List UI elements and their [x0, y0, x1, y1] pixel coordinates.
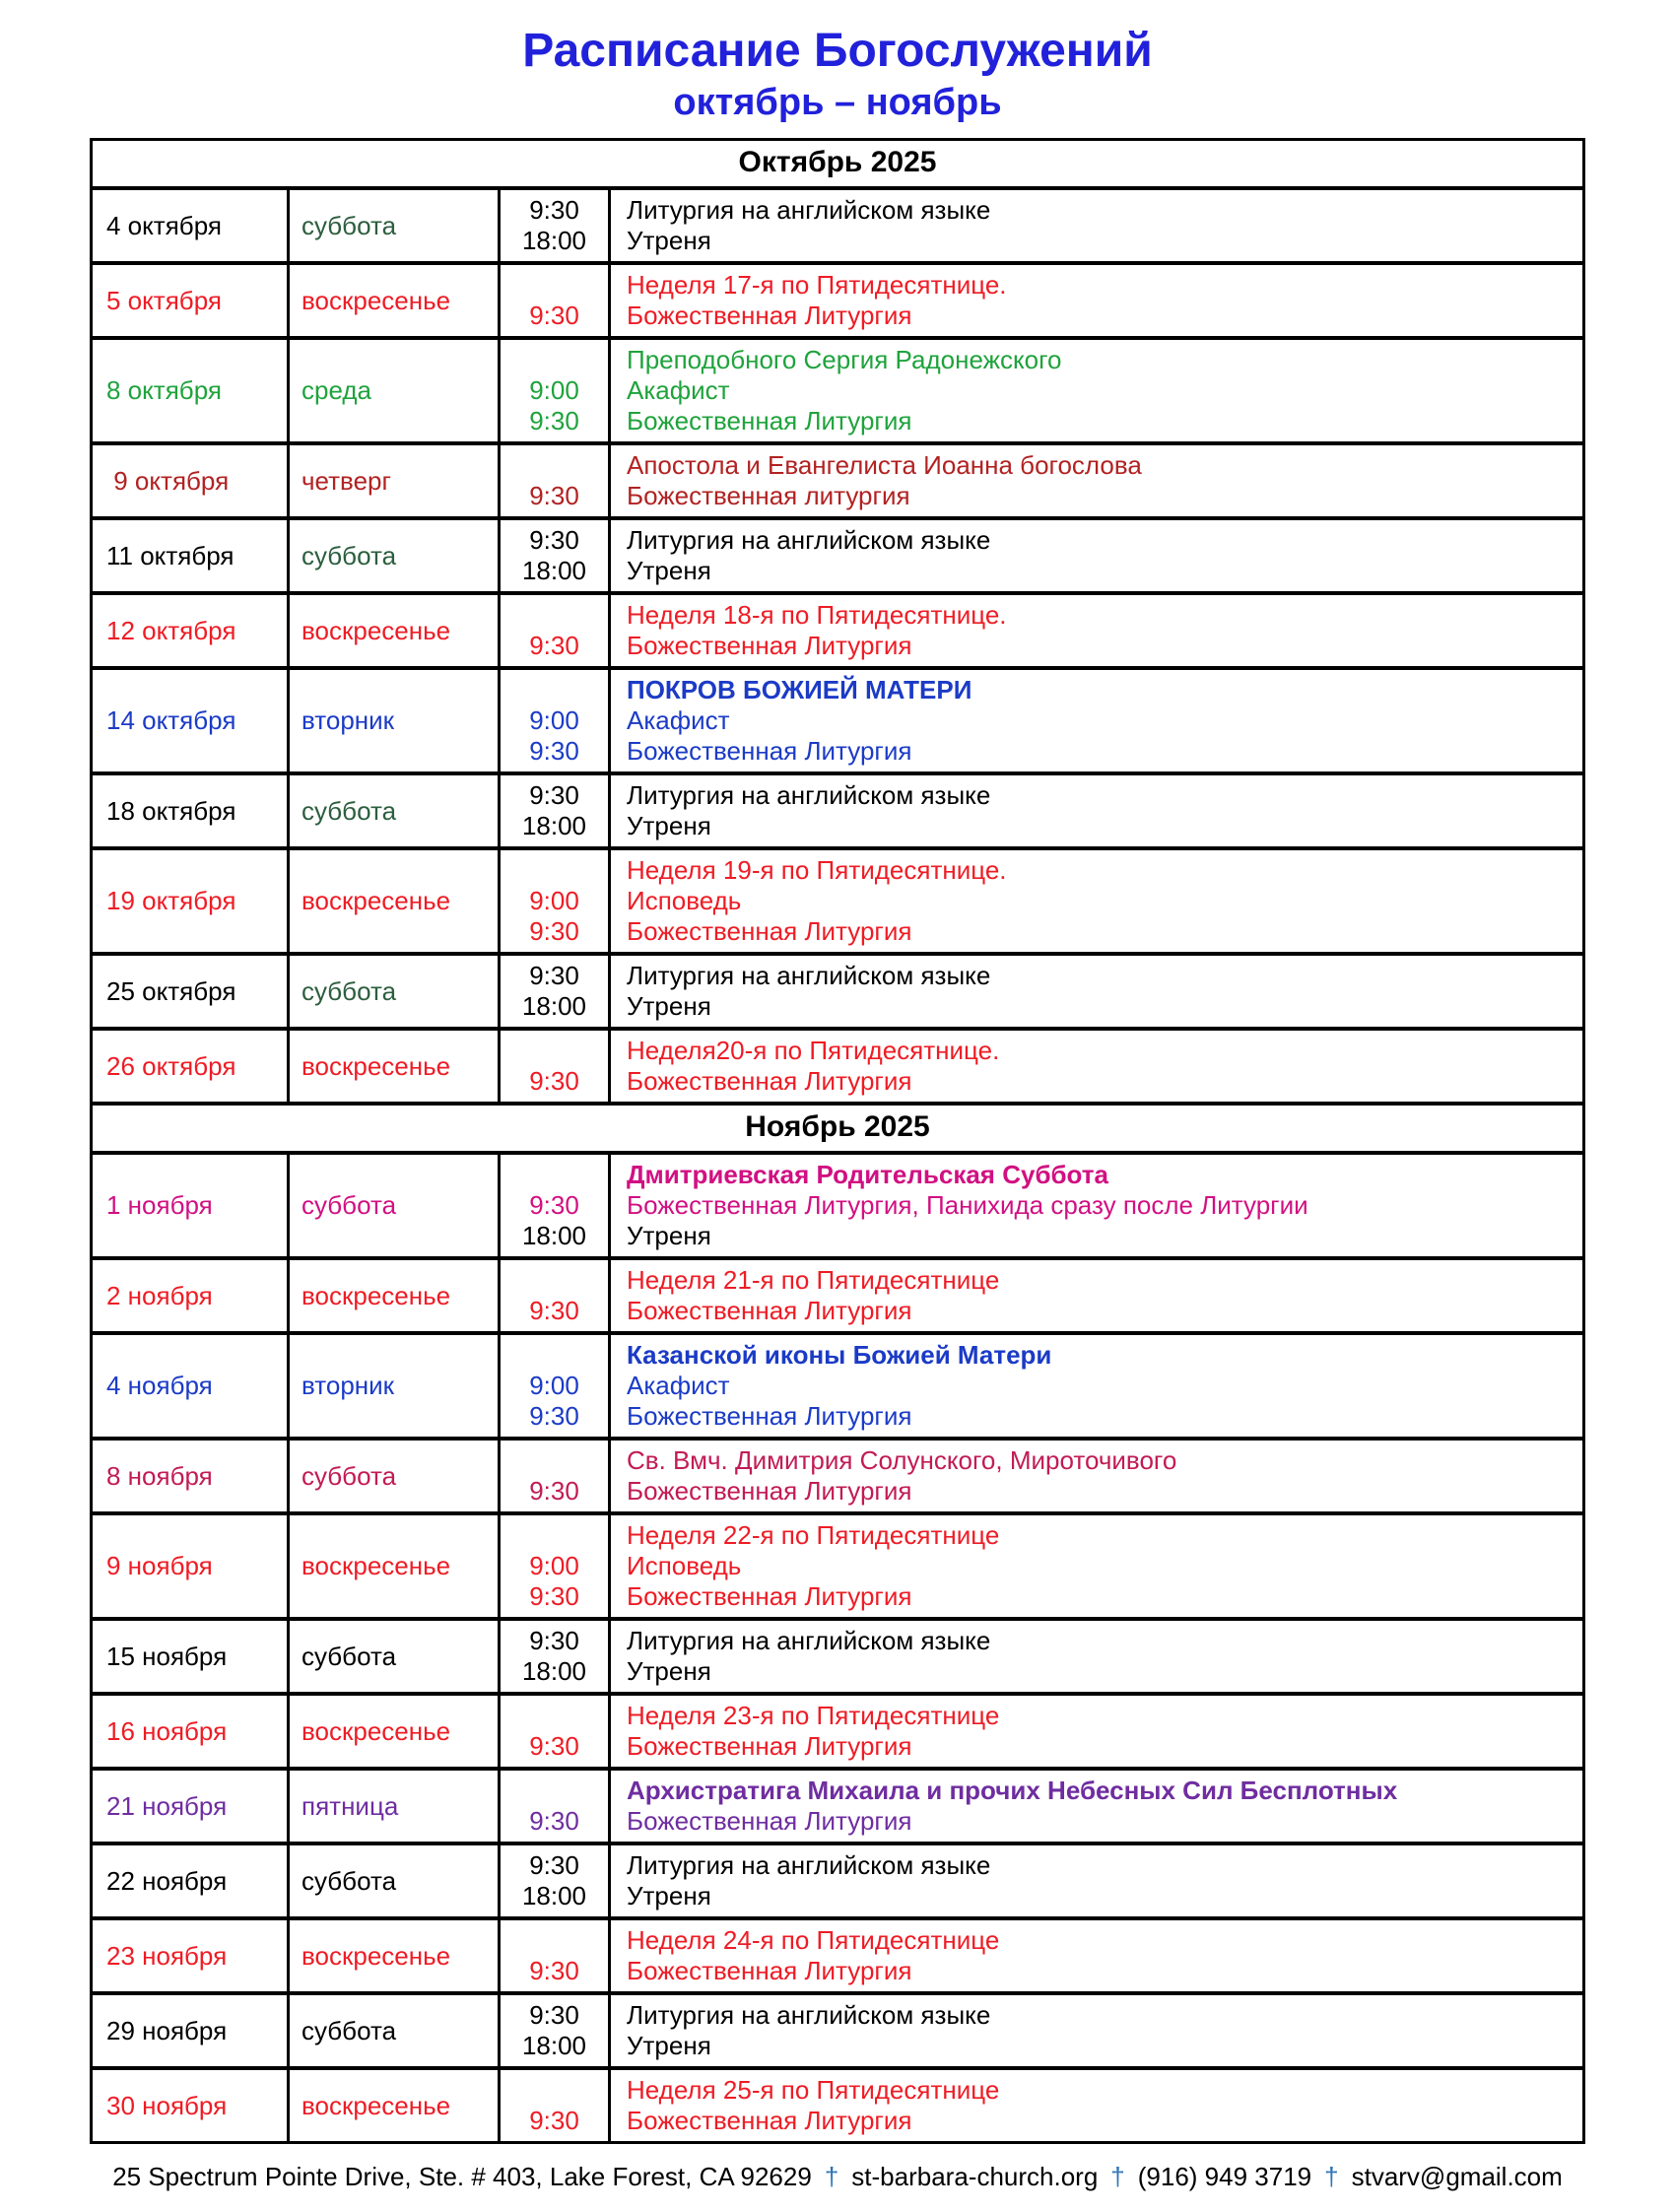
- time-value: 9:30: [529, 301, 579, 330]
- date-text: 25 октября: [106, 975, 236, 1006]
- date-text: 18 октября: [106, 795, 236, 826]
- time-value: 9:00: [529, 375, 579, 405]
- date-cell: [93, 520, 290, 591]
- date-text: 15 ноября: [106, 1641, 228, 1671]
- time-value: 9:00: [529, 705, 579, 735]
- day-cell: [290, 340, 501, 441]
- service-cell: [611, 1031, 1582, 1102]
- date-cell: [93, 2070, 290, 2141]
- service-line: Литургия на английском языке: [627, 195, 991, 225]
- service-line: Архистратига Михаила и прочих Небесных Сил Бесплотных: [627, 1776, 1398, 1805]
- day-cell: [290, 445, 501, 516]
- day-text: суббота: [302, 210, 397, 240]
- day-text: четверг: [302, 465, 391, 496]
- time-value: 9:30: [529, 195, 579, 225]
- time-cell: [501, 670, 611, 771]
- service-cell: [611, 520, 1582, 591]
- schedule-row: [93, 1027, 1582, 1102]
- day-text: суббота: [302, 1460, 397, 1491]
- day-cell: [290, 1771, 501, 1842]
- schedule-row: [93, 952, 1582, 1027]
- service-cell: [611, 1260, 1582, 1331]
- day-text: суббота: [302, 1190, 397, 1220]
- date-text: 26 октября: [106, 1050, 236, 1081]
- service-cell: [611, 850, 1582, 952]
- time-value: 9:30: [529, 2000, 579, 2030]
- time-value: 9:00: [529, 886, 579, 915]
- time-value: 9:00: [529, 1551, 579, 1580]
- service-line: Неделя 18-я по Пятидесятнице.: [627, 600, 1007, 630]
- date-text: 22 ноября: [106, 1865, 228, 1896]
- schedule-row: [93, 2066, 1582, 2141]
- time-value: 9:30: [529, 406, 579, 436]
- service-cell: [611, 340, 1582, 441]
- schedule-row: [93, 1617, 1582, 1692]
- service-line: Неделя20-я по Пятидесятнице.: [627, 1036, 1000, 1065]
- date-text: 12 октября: [106, 615, 236, 645]
- schedule-row: [93, 261, 1582, 336]
- time-cell: [501, 190, 611, 261]
- date-text: 14 октября: [106, 705, 236, 735]
- service-line: Исповедь: [627, 1551, 742, 1580]
- service-line: Дмитриевская Родительская Суббота: [627, 1160, 1108, 1189]
- time-value: [501, 1520, 608, 1551]
- date-text: 9 ноября: [106, 1551, 213, 1580]
- date-text: 23 ноября: [106, 1940, 228, 1971]
- date-cell: [93, 1771, 290, 1842]
- time-value: 9:30: [529, 631, 579, 660]
- service-line: Апостола и Евангелиста Иоанна богослова: [627, 450, 1142, 480]
- time-cell: [501, 1031, 611, 1102]
- service-line: Божественная Литургия: [627, 631, 912, 660]
- time-value: 9:30: [529, 961, 579, 990]
- day-cell: [290, 1621, 501, 1692]
- time-value: [501, 1925, 608, 1956]
- day-cell: [290, 1995, 501, 2066]
- time-value: [501, 1701, 608, 1731]
- service-line: Божественная Литургия: [627, 1066, 912, 1096]
- date-cell: [93, 595, 290, 666]
- day-cell: [290, 670, 501, 771]
- date-text: 8 октября: [106, 375, 222, 405]
- time-cell: [501, 1621, 611, 1692]
- service-cell: [611, 595, 1582, 666]
- schedule-row: [93, 1511, 1582, 1617]
- time-cell: [501, 520, 611, 591]
- time-value: 9:30: [529, 1956, 579, 1985]
- day-cell: [290, 1155, 501, 1256]
- service-line: Божественная Литургия: [627, 1476, 912, 1506]
- date-cell: [93, 1621, 290, 1692]
- day-text: воскресенье: [302, 1715, 451, 1746]
- date-cell: [93, 1441, 290, 1511]
- time-cell: [501, 1441, 611, 1511]
- date-text: 29 ноября: [106, 2015, 228, 2045]
- schedule-row: [93, 1256, 1582, 1331]
- day-cell: [290, 850, 501, 952]
- time-value: [501, 855, 608, 886]
- service-line: Божественная Литургия: [627, 406, 912, 436]
- date-cell: [93, 956, 290, 1027]
- time-value: 18:00: [521, 1881, 587, 1910]
- schedule-row: [93, 1991, 1582, 2066]
- time-value: 9:30: [529, 481, 579, 510]
- service-cell: [611, 956, 1582, 1027]
- day-text: воскресенье: [302, 886, 451, 915]
- footer: [0, 2162, 1675, 2212]
- day-cell: [290, 1696, 501, 1767]
- time-value: 9:30: [529, 1296, 579, 1325]
- day-text: пятница: [302, 1790, 399, 1821]
- time-cell: [501, 1771, 611, 1842]
- time-value: 9:30: [529, 1850, 579, 1880]
- service-line: Божественная Литургия, Панихида сразу после Литургии: [627, 1190, 1308, 1220]
- date-cell: [93, 1995, 290, 2066]
- service-line: Божественная Литургия: [627, 1401, 912, 1431]
- service-line: Литургия на английском языке: [627, 961, 991, 990]
- schedule-row: [93, 846, 1582, 952]
- date-text: 4 ноября: [106, 1371, 213, 1400]
- service-line: Литургия на английском языке: [627, 1850, 991, 1880]
- date-cell: [93, 1031, 290, 1102]
- day-text: вторник: [302, 705, 395, 735]
- time-value: [501, 1160, 608, 1190]
- service-line: Утреня: [627, 1881, 711, 1910]
- time-value: 9:30: [529, 1581, 579, 1611]
- day-cell: [290, 2070, 501, 2141]
- schedule-row: [93, 1692, 1582, 1767]
- day-text: вторник: [302, 1371, 395, 1400]
- service-cell: [611, 1515, 1582, 1617]
- time-cell: [501, 1335, 611, 1437]
- address-text: 25 Spectrum Pointe Drive, Ste. # 403, Lake Forest, CA 92629: [112, 2162, 812, 2191]
- time-value: 18:00: [521, 811, 587, 840]
- time-cell: [501, 1260, 611, 1331]
- schedule-row: [93, 1767, 1582, 1842]
- time-value: 18:00: [521, 556, 587, 585]
- service-line: Утреня: [627, 1221, 711, 1250]
- day-text: суббота: [302, 540, 397, 570]
- service-line: Божественная Литургия: [627, 736, 912, 766]
- time-value: [501, 1445, 608, 1476]
- schedule-row: [93, 591, 1582, 666]
- day-text: воскресенье: [302, 1280, 451, 1310]
- time-value: 9:00: [529, 1371, 579, 1400]
- day-cell: [290, 265, 501, 336]
- day-text: суббота: [302, 975, 397, 1006]
- day-cell: [290, 190, 501, 261]
- website-text: st-barbara-church.org: [851, 2162, 1099, 2191]
- schedule-row: [93, 186, 1582, 261]
- time-cell: [501, 2070, 611, 2141]
- date-cell: [93, 1696, 290, 1767]
- date-text: 19 октября: [106, 886, 236, 915]
- service-line: Неделя 22-я по Пятидесятнице: [627, 1520, 1000, 1550]
- date-cell: [93, 775, 290, 846]
- day-cell: [290, 595, 501, 666]
- time-value: [501, 345, 608, 375]
- time-cell: [501, 265, 611, 336]
- service-line: Акафист: [627, 705, 730, 735]
- schedule-row: [93, 666, 1582, 771]
- service-cell: [611, 1441, 1582, 1511]
- date-cell: [93, 1845, 290, 1916]
- service-line: Литургия на английском языке: [627, 2000, 991, 2030]
- service-line: Акафист: [627, 375, 730, 405]
- day-text: воскресенье: [302, 1940, 451, 1971]
- day-text: воскресенье: [302, 615, 451, 645]
- date-text: 11 октября: [106, 540, 234, 570]
- day-text: воскресенье: [302, 285, 451, 315]
- service-line: Утреня: [627, 556, 711, 585]
- date-text: 8 ноября: [106, 1460, 213, 1491]
- time-cell: [501, 1920, 611, 1991]
- day-text: воскресенье: [302, 1050, 451, 1081]
- time-value: 18:00: [521, 226, 587, 255]
- service-line: Божественная Литургия: [627, 1296, 912, 1325]
- time-value: [501, 600, 608, 631]
- time-value: 18:00: [521, 991, 587, 1021]
- service-line: Божественная литургия: [627, 481, 910, 510]
- service-line: Казанской иконы Божией Матери: [627, 1340, 1052, 1370]
- time-cell: [501, 445, 611, 516]
- date-cell: [93, 445, 290, 516]
- time-value: [501, 675, 608, 705]
- page-subtitle: октябрь – ноябрь: [673, 82, 1002, 123]
- date-cell: [93, 1260, 290, 1331]
- schedule-table: [90, 138, 1585, 2144]
- date-cell: [93, 1515, 290, 1617]
- time-value: [501, 1036, 608, 1066]
- day-cell: [290, 1441, 501, 1511]
- service-cell: [611, 1621, 1582, 1692]
- service-cell: [611, 670, 1582, 771]
- date-text: 5 октября: [106, 285, 222, 315]
- service-line: Литургия на английском языке: [627, 780, 991, 810]
- day-cell: [290, 1335, 501, 1437]
- service-line: Божественная Литургия: [627, 1731, 912, 1761]
- email-text: stvarv@gmail.com: [1351, 2162, 1563, 2191]
- time-value: 9:30: [529, 1401, 579, 1431]
- time-value: [501, 1340, 608, 1371]
- date-cell: [93, 1920, 290, 1991]
- day-text: среда: [302, 375, 371, 405]
- dagger-icon: †: [1324, 2162, 1339, 2191]
- service-line: Неделя 19-я по Пятидесятнице.: [627, 855, 1007, 885]
- time-value: 9:30: [529, 1626, 579, 1655]
- day-cell: [290, 1845, 501, 1916]
- service-line: Божественная Литургия: [627, 916, 912, 946]
- schedule-row: [93, 1916, 1582, 1991]
- time-value: 9:30: [529, 736, 579, 766]
- time-value: [501, 270, 608, 301]
- day-cell: [290, 1920, 501, 1991]
- service-cell: [611, 1920, 1582, 1991]
- date-cell: [93, 850, 290, 952]
- service-line: Неделя 21-я по Пятидесятнице: [627, 1265, 1000, 1295]
- time-value: 9:30: [529, 1066, 579, 1096]
- service-line: ПОКРОВ БОЖИЕЙ МАТЕРИ: [627, 675, 972, 704]
- page-title: Расписание Богослужений: [522, 25, 1153, 77]
- time-value: 9:30: [529, 2106, 579, 2135]
- service-line: Утреня: [627, 2031, 711, 2060]
- time-value: [501, 1265, 608, 1296]
- service-line: Божественная Литургия: [627, 1956, 912, 1985]
- time-cell: [501, 1515, 611, 1617]
- schedule-row: [93, 1842, 1582, 1916]
- date-text: 4 октября: [106, 210, 222, 240]
- date-cell: [93, 265, 290, 336]
- service-cell: [611, 1995, 1582, 2066]
- service-line: Утреня: [627, 811, 711, 840]
- date-text: 21 ноября: [106, 1790, 228, 1821]
- schedule-row: [93, 441, 1582, 516]
- day-text: суббота: [302, 795, 397, 826]
- service-line: Утреня: [627, 1656, 711, 1686]
- date-cell: [93, 1335, 290, 1437]
- time-value: [501, 1776, 608, 1806]
- service-line: Исповедь: [627, 886, 742, 915]
- schedule-row: [93, 1151, 1582, 1256]
- day-text: воскресенье: [302, 1551, 451, 1580]
- service-cell: [611, 1771, 1582, 1842]
- date-cell: [93, 1155, 290, 1256]
- time-cell: [501, 775, 611, 846]
- time-value: 9:30: [529, 1190, 579, 1220]
- date-text: 16 ноября: [106, 1715, 228, 1746]
- service-line: Утреня: [627, 991, 711, 1021]
- day-cell: [290, 1515, 501, 1617]
- time-value: [501, 450, 608, 481]
- service-cell: [611, 445, 1582, 516]
- service-line: Литургия на английском языке: [627, 525, 991, 555]
- time-value: 18:00: [521, 1221, 587, 1250]
- service-cell: [611, 775, 1582, 846]
- time-cell: [501, 1696, 611, 1767]
- phone-text: (916) 949 3719: [1137, 2162, 1312, 2191]
- time-cell: [501, 1155, 611, 1256]
- date-text: 2 ноября: [106, 1280, 213, 1310]
- time-cell: [501, 340, 611, 441]
- service-line: Неделя 23-я по Пятидесятнице: [627, 1701, 1000, 1730]
- time-value: 9:30: [529, 1806, 579, 1836]
- service-line: Неделя 25-я по Пятидесятнице: [627, 2075, 1000, 2105]
- day-text: суббота: [302, 2015, 397, 2045]
- service-line: Преподобного Сергия Радонежского: [627, 345, 1062, 374]
- day-text: суббота: [302, 1865, 397, 1896]
- date-cell: [93, 670, 290, 771]
- day-cell: [290, 1031, 501, 1102]
- service-line: Св. Вмч. Димитрия Солунского, Мироточивого: [627, 1445, 1177, 1475]
- month-header: Октябрь 2025: [738, 146, 937, 178]
- service-line: Литургия на английском языке: [627, 1626, 991, 1655]
- month-header: Ноябрь 2025: [93, 1102, 1582, 1151]
- dagger-icon: †: [1110, 2162, 1125, 2191]
- day-cell: [290, 520, 501, 591]
- service-cell: [611, 1845, 1582, 1916]
- day-text: суббота: [302, 1641, 397, 1671]
- time-value: 9:30: [529, 1476, 579, 1506]
- service-cell: [611, 1155, 1582, 1256]
- date-cell: [93, 340, 290, 441]
- schedule-row: [93, 1437, 1582, 1511]
- service-line: Божественная Литургия: [627, 1581, 912, 1611]
- time-cell: [501, 1995, 611, 2066]
- service-line: Неделя 17-я по Пятидесятнице.: [627, 270, 1007, 300]
- time-cell: [501, 850, 611, 952]
- date-cell: [93, 190, 290, 261]
- day-cell: [290, 775, 501, 846]
- schedule-row: [93, 771, 1582, 846]
- service-line: Неделя 24-я по Пятидесятнице: [627, 1925, 1000, 1955]
- time-cell: [501, 595, 611, 666]
- service-cell: [611, 190, 1582, 261]
- time-value: 9:30: [529, 525, 579, 555]
- time-value: [501, 2075, 608, 2106]
- service-line: Акафист: [627, 1371, 730, 1400]
- day-cell: [290, 956, 501, 1027]
- service-line: Утреня: [627, 226, 711, 255]
- schedule-row: [93, 516, 1582, 591]
- schedule-row: [93, 1331, 1582, 1437]
- time-cell: [501, 1845, 611, 1916]
- time-value: 9:30: [529, 1731, 579, 1761]
- service-cell: [611, 1335, 1582, 1437]
- service-cell: [611, 1696, 1582, 1767]
- dagger-icon: †: [824, 2162, 839, 2191]
- service-line: Божественная Литургия: [627, 301, 912, 330]
- time-value: 9:30: [529, 780, 579, 810]
- day-cell: [290, 1260, 501, 1331]
- service-cell: [611, 265, 1582, 336]
- date-text: 9 октября: [106, 465, 230, 496]
- schedule-row: [93, 336, 1582, 441]
- time-value: 18:00: [521, 2031, 587, 2060]
- time-cell: [501, 956, 611, 1027]
- time-value: 18:00: [521, 1656, 587, 1686]
- date-text: 1 ноября: [106, 1190, 213, 1220]
- service-cell: [611, 2070, 1582, 2141]
- service-line: Божественная Литургия: [627, 1806, 912, 1836]
- day-text: воскресенье: [302, 2090, 451, 2120]
- service-line: Божественная Литургия: [627, 2106, 912, 2135]
- time-value: 9:30: [529, 916, 579, 946]
- date-text: 30 ноября: [106, 2090, 228, 2120]
